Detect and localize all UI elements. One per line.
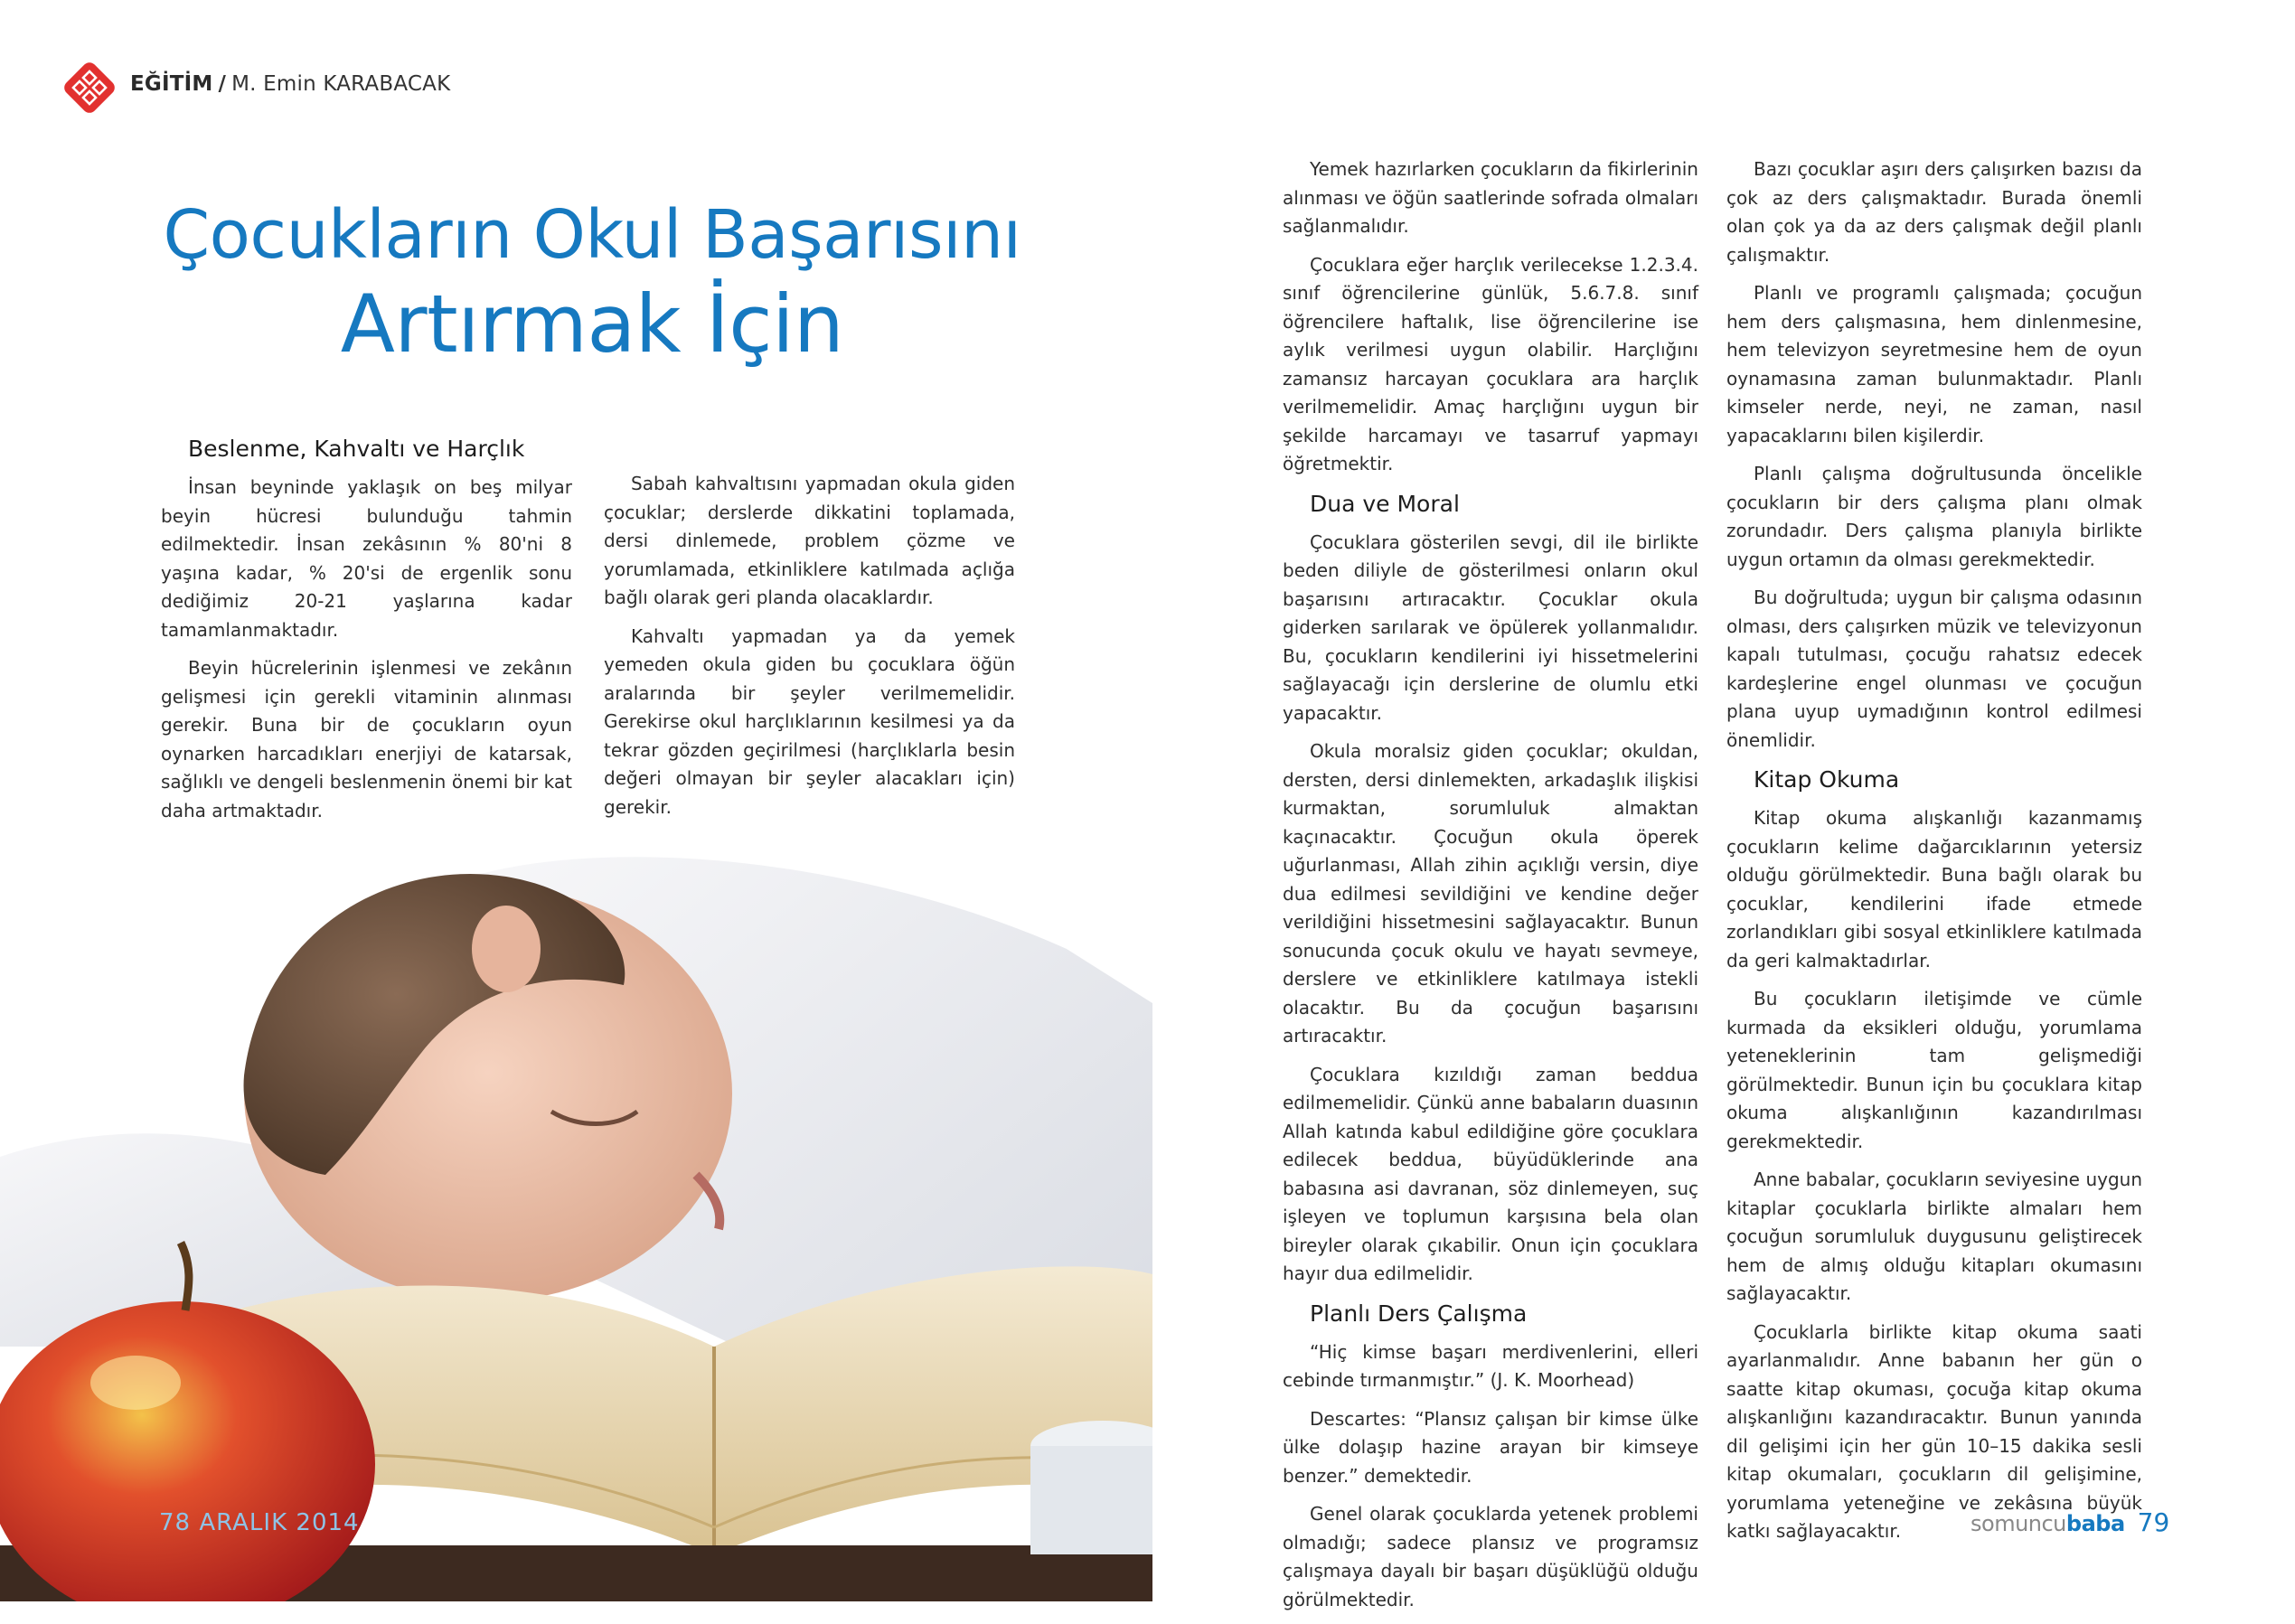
section-heading-prayer: Dua ve Moral <box>1310 490 1460 517</box>
paragraph: Çocuklara eğer harçlık verilecekse 1.2.3.4. sınıf öğrencilerine günlük, 5.6.7.8. sınıf öğrencilere haftalık, lise öğrencilerine ise aylık verilmesi uygun olabilir. Harçlığını zamansız harcayan çocuklara ara harçlık verilmemelidir. Amaç harçlığını uygun bir şekilde harcamayı ve tasarruf yapmayı öğretmektir. <box>1283 253 1698 474</box>
page-number-right: 79 <box>2137 1507 2170 1537</box>
paragraph: Anne babalar, çocukların seviyesine uygun kitaplar çocuklarla birlikte almaları hem çocuğun sorumluluk duygusunu geliştirecek hem de almış olduğu kitapları okumasını sağlayacaktır. <box>1726 1169 2142 1304</box>
logo-part-2: baba <box>2065 1511 2125 1536</box>
title-line-1: Çocukların Okul Başarısını <box>163 196 1021 274</box>
text-column-4 <box>1726 155 2142 1556</box>
paragraph: Sabah kahvaltısını yapmadan okula giden çocuklar; derslerde dikkatini toplamada, dersi dinlemede, problem çözme ve yorumlamada, etkinliklere katılmada açlığa bağlı olarak geri planda olacaklardır. <box>604 473 1015 608</box>
paragraph: Kitap okuma alışkanlığı kazanmamış çocukların kelime dağarcıklarının yetersiz olduğu görülmektedir. Buna bağlı olarak bu çocuklar, kendilerini ifade etmede zorlandıkları gibi sosyal etkinliklere katılmada da geri kalmaktadırlar. <box>1726 807 2142 972</box>
paragraph: “Hiç kimse başarı merdivenlerini, elleri cebinde tırmanmıştır.” (J. K. Moorhead) <box>1283 1340 1698 1391</box>
paragraph: Bu çocukların iletişimde ve cümle kurmada da eksikleri olduğu, yorumlama yeteneklerinin tam gelişmediği görülmektedir. Bunun için bu çocuklara kitap okuma alışkanlığının kazandırılması gerekmektedir. <box>1726 988 2142 1152</box>
title-line-2: Artırmak İçin <box>340 277 844 371</box>
section-heading-study: Planlı Ders Çalışma <box>1310 1300 1528 1327</box>
paragraph: Çocuklara gösterilen sevgi, dil ile birlikte beden diliyle de gösterilmesi onların okul başarısını artıracaktır. Çocuklar okula giderken sarılarak ve öpülerek yollanmalıdır. Bu, çocukların kendilerini iyi hissetmelerini sağlayacağı için derslerine de olumlu etki yapacaktır. <box>1283 530 1698 724</box>
paragraph: Okula moralsiz giden çocuklar; okuldan, dersten, dersi dinlemekten, arkadaşlık ilişkisi kurmaktan, sorumluluk almaktan kaçınacaktır. Çocuğun okula öperek uğurlanması, Allah zihin açıklığı versin, diye dua edilmesi sevildiğini ve kendine değer verildiğini hissetmesini sağlayacaktır. Bunun sonucunda çocuk okulu ve hayatı sevmeye, derslere ve etkinliklere katılmaya istekli olacaktır. Bu da çocuğun başarısını artıracaktır. <box>1283 740 1698 1047</box>
paragraph: Kahvaltı yapmadan ya da yemek yemeden okula giden bu çocuklara öğün aralarında bir şeyler verilmemelidir. Gerekirse okul harçlıklarının kesilmesi ya da tekrar gözden geçirilmesi (harçlıklarla besin değeri olmayan bir şeyler alacakları için) gerekir. <box>604 624 1015 818</box>
section-heading-nutrition: Beslenme, Kahvaltı ve Harçlık <box>188 436 525 462</box>
header-separator: / <box>218 72 227 96</box>
page-number-left: 78 ARALIK 2014 <box>159 1509 360 1536</box>
sleeping-boy-photo <box>0 840 1152 1601</box>
magazine-logo <box>1971 1511 2125 1536</box>
page-footer-right <box>1971 1507 2169 1537</box>
paragraph: Planlı çalışma doğrultusunda öncelikle çocukların bir ders çalışma planı olmak zorundadır. Ders çalışma planıyla birlikte uygun ortamın da olması gerekmektedir. <box>1726 463 2142 570</box>
section-header <box>130 72 450 96</box>
section-heading-reading: Kitap Okuma <box>1754 766 1900 793</box>
section-label: EĞİTİM <box>130 72 213 96</box>
text-column-3 <box>1283 155 1698 1624</box>
paragraph: Bu doğrultuda; uygun bir çalışma odasının olması, ders çalışırken müzik ve televizyonun kapalı tutulması, çocuğu rahatsız edecek kardeşlerine engel olunması ve çocuğun plana uyup uymadığının kontrol edilmesi önemlidir. <box>1726 587 2142 751</box>
paragraph: Yemek hazırlarken çocukların da fikirlerinin alınması ve öğün saatlerinde sofrada olmaları sağlanmalıdır. <box>1283 158 1698 237</box>
paragraph: Çocuklarla birlikte kitap okuma saati ayarlanmalıdır. Anne babanın her gün o saatte kitap okuması, çocuğa kitap okuma alışkanlığını kazandıracaktır. Bunun yanında dil gelişimi için her gün 10–15 dakika sesli kitap okumaları, çocukların dil gelişimine, yorumlama yeteneğine ve zekâsına büyük katkı sağlayacaktır. <box>1726 1320 2142 1542</box>
paragraph: Planlı ve programlı çalışmada; çocuğun hem ders çalışmasına, hem dinlenmesine, hem televizyon seyretmesine hem de oyun oynamasına zaman bulunmaktadır. Planlı kimseler nerde, neyi, ne zaman, nasıl yapacaklarını bilen kişilerdir. <box>1726 282 2142 446</box>
text-column-1 <box>161 432 572 835</box>
paragraph: Bazı çocuklar aşırı ders çalışırken bazısı da çok az ders çalışmaktadır. Burada önemli olan çok ya da az ders çalışmak değil planlı çalışmaktır. <box>1726 158 2142 266</box>
logo-part-1: somuncu <box>1971 1511 2066 1536</box>
paragraph: Beyin hücrelerinin işlenmesi ve zekânın gelişmesi için gerekli vitaminin alınması gerekir. Buna bir de çocukların oyun oynarken harcadıkları enerjiyi de katarsak, sağlıklı ve dengeli beslenmenin önemi bir kat daha artmaktadır. <box>161 657 572 821</box>
author-name: M. Emin KARABACAK <box>231 72 451 96</box>
paragraph: Çocuklara kızıldığı zaman beddua edilmemelidir. Çünkü anne babaların duasının Allah katında kabul edildiğine göre çocuklara edilecek beddua, büyüdüklerinde ana babasına asi davranan, söz dinlemeyen, suç işleyen ve toplumun karşısına bela olan bireyler olarak çıkabilir. Onun için çocuklara hayır dua edilmelidir. <box>1283 1063 1698 1284</box>
section-diamond-icon <box>60 58 119 117</box>
paragraph: İnsan beyninde yaklaşık on beş milyar beyin hücresi bulunduğu tahmin edilmektedir. İnsan zekâsının % 80'ni 8 yaşına kadar, % 20'si de ergenlik sonu dediğimiz 20-21 yaşlarına kadar tamamlanmaktadır. <box>161 476 572 641</box>
paragraph: Genel olarak çocuklarda yetenek problemi olmadığı; sadece plansız ve programsız çalışmaya dayalı bir başarı düşüklüğü olduğu görülmektedir. <box>1283 1503 1698 1610</box>
article-title <box>127 194 1058 373</box>
text-column-2 <box>604 470 1015 831</box>
paragraph: Descartes: “Plansız çalışan bir kimse ülke ülke dolaşıp hazine arayan bir kimseye benzer.” demektedir. <box>1283 1407 1698 1487</box>
